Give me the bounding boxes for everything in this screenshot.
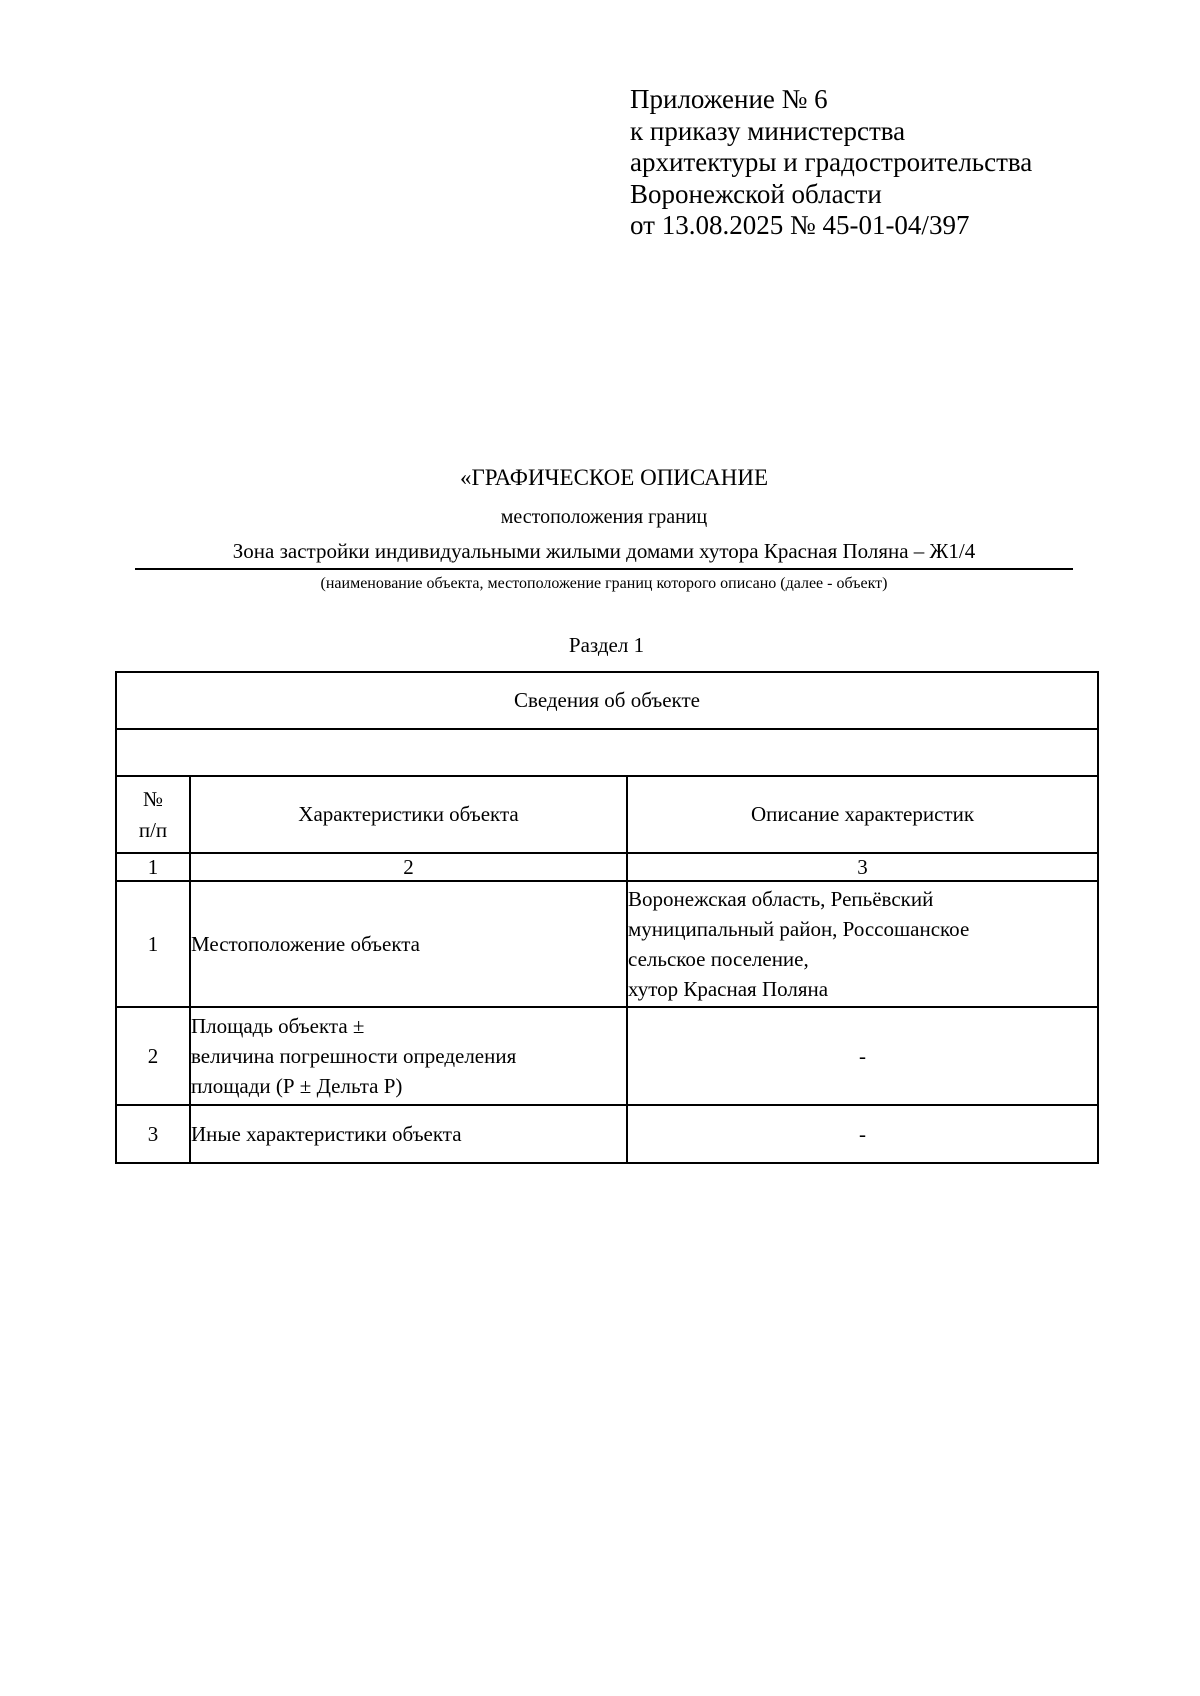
object-info-table xyxy=(115,671,1099,1164)
document-title: «ГРАФИЧЕСКОЕ ОПИСАНИЕ xyxy=(459,465,768,490)
table-header-row xyxy=(116,672,1098,729)
table-row xyxy=(116,1007,1098,1105)
table-row xyxy=(116,1105,1098,1163)
table-row xyxy=(116,881,1098,1007)
column-index: 3 xyxy=(627,853,1098,881)
table-empty-row xyxy=(116,729,1098,776)
object-name-caption: (наименование объекта, местоположение границ которого описано (далее - объект) xyxy=(320,575,888,592)
appendix-region: Воронежской области xyxy=(630,178,882,209)
column-header-number xyxy=(116,776,190,853)
row-characteristic-line: площади (Р ± Дельта Р) xyxy=(191,1074,403,1098)
row-characteristic xyxy=(190,1007,627,1105)
column-header-description: Описание характеристик xyxy=(627,776,1098,853)
row-characteristic xyxy=(190,1105,627,1163)
row-characteristic-line: величина погрешности определения xyxy=(191,1044,517,1068)
column-header-characteristic: Характеристики объекта xyxy=(190,776,627,853)
column-header-number-line1: № xyxy=(142,786,164,811)
row-characteristic-line: Площадь объекта ± xyxy=(191,1014,365,1038)
row-number: 2 xyxy=(116,1007,190,1105)
row-number: 1 xyxy=(116,881,190,1007)
table-empty-cell xyxy=(116,729,1098,776)
appendix-ministry: архитектуры и градостроительства xyxy=(630,147,1033,177)
column-header-number-line2: п/п xyxy=(138,817,168,842)
appendix-order-ref: к приказу министерства xyxy=(630,115,906,146)
table-column-index-row xyxy=(116,853,1098,881)
column-index: 1 xyxy=(116,853,190,881)
row-description: - xyxy=(627,1105,1098,1163)
row-description xyxy=(627,881,1098,1007)
row-description: - xyxy=(627,1007,1098,1105)
row-description-line: Воронежская область, Репьёвский xyxy=(628,887,934,911)
appendix-heading xyxy=(630,84,1032,242)
row-number: 3 xyxy=(116,1105,190,1163)
row-characteristic-line: Иные характеристики объекта xyxy=(191,1122,462,1146)
row-description-line: хутор Красная Поляна xyxy=(628,977,829,1001)
row-characteristic xyxy=(190,881,627,1007)
row-description-line: муниципальный район, Россошанское xyxy=(628,917,970,941)
row-characteristic-line: Местоположение объекта xyxy=(191,932,421,956)
table-column-header-row xyxy=(116,776,1098,853)
document-subtitle: местоположения границ xyxy=(500,506,708,528)
object-name: Зона застройки индивидуальными жилыми домами хутора Красная Поляна – Ж1/4 xyxy=(135,536,1073,570)
table-header: Сведения об объекте xyxy=(116,672,1098,729)
document-title-block xyxy=(135,458,1073,598)
appendix-order-date: от 13.08.2025 № 45-01-04/397 xyxy=(630,210,970,240)
row-description-line: сельское поселение, xyxy=(628,947,809,971)
column-index: 2 xyxy=(190,853,627,881)
appendix-number: Приложение № 6 xyxy=(630,84,828,114)
section-label: Раздел 1 xyxy=(568,633,645,657)
